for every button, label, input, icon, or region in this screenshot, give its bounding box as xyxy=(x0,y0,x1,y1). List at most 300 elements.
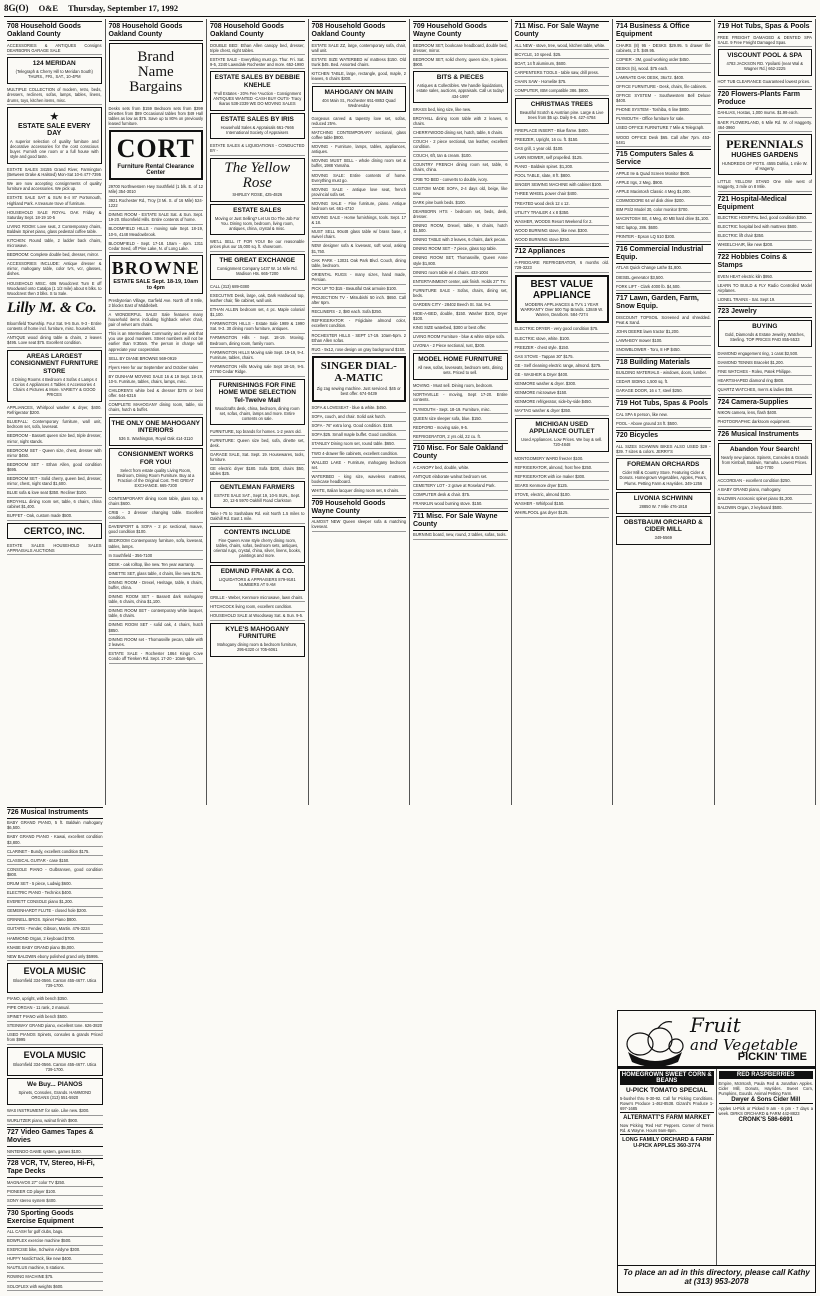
evola-music-ad xyxy=(7,963,103,992)
display-ad-title: Abandon Your Search! xyxy=(729,445,800,453)
perennials-body: HUNDREDS OF POTS. 4555 Dahlia, 1 mile W. of Hagerty. xyxy=(721,160,808,171)
classified-ad: JOHN DEERE lawn tractor $1,200. xyxy=(616,327,711,336)
classified-ad: NEW designer sofa & loveseat, soft wool, asking $1,750. xyxy=(312,242,407,256)
classified-ad: ESTATE SALE ZZ, large, contemporary sofa, chair, wall unit. xyxy=(312,41,407,55)
display-ad-title: GENTLEMAN FARMERS xyxy=(219,483,295,491)
classified-ad: KING SIZE waterbed, $300 or best offer. xyxy=(413,324,508,333)
classified-ad: CUSTOM MADE SOFA, 2-4 days old, beige, like new. xyxy=(413,184,508,198)
evola-body: Bloomfield 334-0566. Canton 455-4677. Utica 739-1700. xyxy=(13,977,97,988)
display-ad-title: CHRISTMAS TREES xyxy=(530,100,593,108)
classified-ad: EVERETT CONSOLE piano $1,200. xyxy=(7,898,103,907)
perennials-ad xyxy=(718,134,813,175)
browne-subtitle: ESTATE SALE Sept. 18-19, 10am to 4pm xyxy=(113,279,199,292)
classified-ad: BALDWIN Organ, 2 keyboard $500. xyxy=(718,504,813,513)
display-ad xyxy=(413,353,508,380)
classified-ad: A-FRIDGARE REFRIGERATOR, 6 months old. 729-3223 xyxy=(515,258,610,272)
display-ad-title: FOREMAN ORCHARDS xyxy=(627,461,700,469)
evola-music-ad xyxy=(7,1047,103,1076)
section-header: 721 Hospital-Medical Equipment xyxy=(718,194,813,214)
display-ad-title: THE ONLY ONE MAHOGANY INTERIORS xyxy=(111,419,200,435)
classified-ad: BEDROOM Contemporary furniture, sofa, loveseat, tables, lamps. xyxy=(109,537,204,551)
classified-ad: FARMINGTON HILLS Moving sale Sept. 19-19, 9-4. Furniture, tables, chairs. xyxy=(210,348,305,362)
section-header: 723 Jewelry xyxy=(718,306,813,318)
classified-ad: PRINTER - Epson LQ 510 $200. xyxy=(616,233,711,242)
classified-ad: HOUSEHOLD SALE ROYAL OAK Friday & Saturday Sept. 18-19 10-5 xyxy=(7,208,102,222)
classified-ad: KITCHEN: Round table, 2 ladder back chairs, microwave. xyxy=(7,236,102,250)
classified-ad: COUNTRY FRENCH dining room set, table, 6 chairs, china. xyxy=(413,161,508,175)
classified-ad: DINING ROOM, Drexel, table, 6 chairs, hutch $1,500. xyxy=(413,222,508,236)
classified-ad: A CANOPY bed, double, white. xyxy=(413,463,508,472)
classified-ad: WOOD BURNING stove $250. xyxy=(515,235,610,244)
classified-ad: MOVING - Must sell. Dining room, bedroom. xyxy=(413,382,508,391)
display-ad xyxy=(210,565,305,592)
classified-ad: 3921 Rochester Rd., Troy (3 Mi. S. of 16 Mile) 524-1222 xyxy=(109,197,204,211)
classified-ad: MULTIPLE COLLECTION of modern, retro, beds, dressers, recliners, sofas, lamps, tables, linens, drums, toys, kitchen items, misc. xyxy=(7,86,102,105)
estate-sale-body: A superior selection of quality furniture and decorative accessories for the cost conscious buyer. Furnish one room or a full house with style and good taste. xyxy=(10,138,99,159)
classified-ad: BICYCLE, 10 speed. $25. xyxy=(515,50,610,59)
classified-ad: ALL SIZES SCHWINN BIKES ALSO USED $29 - $39. 7 sizes & colors. JERRY'S xyxy=(616,442,711,456)
evola-title: EVOLA MUSIC xyxy=(23,966,86,977)
cort-ad xyxy=(109,130,204,180)
classified-ad: GE electric dryer $180. Sofa $200, chairs $50, tables $25. xyxy=(210,465,305,479)
produce-directory-ad xyxy=(617,1010,816,1293)
classified-ad: BROYHILL dining room table with 2 leaves, 6 chairs. xyxy=(413,114,508,128)
page-masthead xyxy=(4,3,816,17)
classified-ad: SPINET PIANO with bench $500. xyxy=(7,1013,103,1022)
section-header: 708 Household Goods Oakland County xyxy=(7,21,102,41)
classified-ad: A WONDERFUL SALE! Sale features many household items including highback velvet chair, pair of velvet arm chairs. xyxy=(109,311,204,330)
classified-ad: BABY GRAND PIANO, 5 ft. Baldwin mahogany $6,500. xyxy=(7,819,103,833)
display-ad xyxy=(7,350,102,402)
display-ad-title: CONSIGNMENT WORKS FOR YOU! xyxy=(118,451,194,466)
classified-ad: FURNITURE: Queen size bed, sofa, dinette set, desk. xyxy=(210,436,305,450)
classified-ad: QUEEN size sleeper sofa, blue. $150. xyxy=(413,414,508,423)
paper-name: O&E xyxy=(38,3,58,13)
classified-ad: GAS STOVE - Tappan 30" $175. xyxy=(515,352,610,361)
produce-right-column: RED RASPBERRIES Empire, McIntosh, Paula Red & Jonathan Apples. Cider Mill, Donuts, Hayrides. Sweet Corn, Pumpkins, Gourds. Animal Petting Farm. Dwyer & Sons Cider Mill Apples U-Pick or Picked 9 am - 6 pm - 7 days a week. DIRKS ORCHARD & FARM 442-8823 CRONK'S 586-6691 xyxy=(718,1072,813,1124)
classified-ad: MOVING MUST SELL - whole dining room set & buffet, 1988 Yamaha. xyxy=(312,157,407,171)
section-header: 715 Computers Sales & Service xyxy=(616,149,711,169)
classified-ad: ELECTRIC PIANO - Technics $400. xyxy=(7,889,103,898)
classified-ad: SONY stereo system $400. xyxy=(7,1196,103,1205)
company-logo: CERTCO, INC. xyxy=(7,523,102,539)
classified-ad: SEARS Kenmore dryer $125. xyxy=(515,481,610,490)
classified-ad: ESTATE SALE - Everything must go. Thur. Fri. Sat. 9-5, 2240 Lawndale Rochester and more. 652-1980 xyxy=(210,55,305,69)
classified-ad: FREE FREIGHT DAMAGED & DENTED SPA SALE. 9 Free Freight Damaged Spas. xyxy=(718,33,813,47)
display-ad-title: BITS & PIECES xyxy=(436,74,484,82)
evola-title: EVOLA MUSIC xyxy=(23,1050,86,1061)
classified-ad: ESTATE SIZE WATERBED w/ mattress $150. Old trunk $45. Bed. Assorted chairs. xyxy=(312,55,407,69)
classified-ad: WASHER - Whirlpool $150. xyxy=(515,500,610,509)
classified-ad: LIVING ROOM: Love seat, 2 Contemporary chairs, Baldwin Spinet piano, glass pedestal coffee table. xyxy=(7,222,102,236)
classified-ad: TREATED wood deck 12 x 12. xyxy=(515,199,610,208)
display-ad-title: MAHOGANY ON MAIN xyxy=(324,88,393,96)
classified-ad: MOVING SALE - Fine furniture, piano. Antique bedroom set. 661-4710 xyxy=(312,199,407,213)
classified-ad: REFRIGERATOR - Frigidaire almond color, excellent condition. xyxy=(312,317,407,331)
section-header: 710 Misc. For Sale Oakland County xyxy=(413,443,508,463)
classified-ad: WOOD OFFICE Desk $65. Call after 7pm. 453-5481 xyxy=(616,133,711,147)
classified-ad: BEDROOM SET - Solid cherry, queen bed, dresser, mirror, chest, night stand $1,600. xyxy=(7,475,102,489)
display-ad-body: 404 Main St., Rochester 651-8853 Quad Wednesday xyxy=(321,97,396,108)
section-header: 720 Bicycles xyxy=(616,430,711,442)
yellow-rose-ad xyxy=(210,158,305,202)
classified-ad: DIAMOND engagement ring, 1 carat $2,500. xyxy=(718,349,813,358)
cort-subtitle: Furniture Rental Clearance Center xyxy=(117,164,195,177)
display-ad xyxy=(210,481,305,508)
classified-ad: FARMINGTON HILLS - Estate Sale 1989 & 1990 Sat. 9-3. 30 dining room furniture, antiques. xyxy=(210,320,305,334)
classified-column xyxy=(106,19,208,805)
classified-ad: COMPLETE MAHOGANY dining room, table, six chairs, hutch & buffet. xyxy=(109,401,204,415)
section-header: 708 Household Goods Oakland County xyxy=(109,21,204,41)
classified-ad: BABY GRAND PIANO - Kawai, excellent condition $3,800. xyxy=(7,833,103,847)
classified-ad: BUFFET - Oak, custom made $500. xyxy=(7,512,102,521)
classified-ad: GUITARS - Fender, Gibson, Martin. 476-3224 xyxy=(7,925,103,934)
classified-ad: CARPENTERS TOOLS - table saw, drill press. xyxy=(515,68,610,77)
classified-ad: WURLITZER piano, walnut finish $900. xyxy=(7,1116,103,1125)
classified-ad: MOVING SALE: Entire contents of home. Everything must go. xyxy=(312,171,407,185)
display-ad xyxy=(312,86,407,113)
company-logo: Lilly M. & Co. xyxy=(7,300,97,317)
classified-ad: WHEELCHAIR, like new $200. xyxy=(718,241,813,250)
star-icon: ★ xyxy=(49,111,60,124)
classified-ad: BEDROOM SET, solid cherry, queen size, 5 pieces. $900. xyxy=(413,55,508,69)
classified-ad: USED PIANOS Spinets, consoles & grands Priced from $995 xyxy=(7,1031,103,1045)
section-header: 727 Video Games Tapes & Movies xyxy=(7,1127,103,1147)
classified-ad: FORK LIFT - Clark 4000 lb. $4,500. xyxy=(616,282,711,291)
browne-logo: BROWNE xyxy=(111,258,200,279)
classified-ad: MAYTAG washer & dryer $350. xyxy=(515,407,610,416)
classified-ad: ESTATE SALE SAT & SUN 8-4 87 Portsmouth, Highland Park. A treasure trove of furniture. xyxy=(7,194,102,208)
classified-ad: BLOOMFIELD - Sept. 17-18. 10am - 4pm. 1311 Cedar Seed, off Pine Lake, N. of Long Lake. xyxy=(109,239,204,253)
section-header: 726 Musical Instruments xyxy=(7,807,103,819)
classified-ad: TWO 4-drawer file cabinets, excellent condition. xyxy=(312,449,407,458)
classified-ad: HOUSEHOLD SALE at Woodsway Sat. & Sun. 9-5. xyxy=(210,612,305,621)
display-ad-title: AREAS LARGEST CONSIGNMENT FURNITURE STORE xyxy=(10,352,99,375)
display-ad xyxy=(616,492,711,514)
classified-ad: REFRIGERATOR, 2 yrs old, 22 cu. ft. xyxy=(413,432,508,441)
classified-ad: SOFA, couch, and chair. Solid oak hutch. xyxy=(312,413,407,422)
brand-name-bargains-ad xyxy=(109,43,204,102)
section-header: 716 Commercial Industrial Equip. xyxy=(616,244,711,264)
classified-ad: COMPUTER desk & chair. $75. xyxy=(413,491,508,500)
display-ad-body: Consignment Company 1437 W. 14 Mile Rd. Madison Hts. 665-7200 xyxy=(216,265,298,276)
classified-ad: KNABE BABY GRAND piano $5,000. xyxy=(7,943,103,952)
display-ad-title: BUYING xyxy=(752,323,778,331)
classified-ad: DINING ROOM SET - solid oak, 4 chairs, hutch $850. xyxy=(109,621,204,635)
classified-ad: GRILLE - Weber, Kenmore microwave, lawn chairs. xyxy=(210,593,305,602)
display-ad xyxy=(109,417,204,446)
classified-ad: DAHLIAS, Hostas, 1,000 mums. $1.99 each. xyxy=(718,109,813,118)
classified-ad: KITCHEN TABLE, large, rectangle, good, maple, 2 leaves, 6 chairs $300. xyxy=(312,69,407,83)
classified-ad: Bloomfield Township. Four Sat. 9-5 Sun. 9-3 - Entire contents of home incl. furniture, misc. household. xyxy=(7,319,102,333)
page-number: 8G(O) xyxy=(4,3,29,13)
classified-ad: PIANO, upright, with bench $350. xyxy=(7,995,103,1004)
display-ad-body: *Full Estates - 20% Fee *Auction - Consignment ANTIQUES WANTED -CASH BUY OUTS- Tracy Ikaras 538-2339 WE DO MOVING SALES xyxy=(213,90,302,107)
section-header: 722 Hobbies Coins & Stamps xyxy=(718,252,813,272)
section-header: 726 Musical Instruments xyxy=(718,429,813,441)
classified-ad: HEARTSHAPED diamond ring $800. xyxy=(718,376,813,385)
classified-ad: CHAIN SAW - Homelite $75. xyxy=(515,77,610,86)
display-ad xyxy=(616,458,711,490)
classified-ad: DARK pine bunk beds. $100. xyxy=(413,198,508,207)
classified-ad: 29700 Northwestern Hwy Southfield (1 blk. E. of 12 Mile) 354-3010 xyxy=(109,182,204,196)
classified-ad: In Southfield - 356-7100 xyxy=(109,551,204,560)
classified-ad: DOUBLE BED: Ethan Allen canopy bed, dresser, triple chest, night tables. xyxy=(210,41,305,55)
display-ad-title: KYLE'S MAHOGANY FURNITURE xyxy=(225,625,290,641)
produce-left-column: HOMEGROWN SWEET CORN & BEANS U-PICK TOMATO SPECIAL 5-bushel thru 9-30-92. Call for Picking Conditions. Rowe's Produce 1-462-8538. Gizard's Produce 1-697-1685 ALTERMATT'S FARM MARKET Now Picking 'Red Hot' Peppers. Corner of Tennis Rd. & Wayne. Hours 9am-8pm. LONG FAMILY ORCHARD & FARM U-PICK APPLES 360-3774 xyxy=(618,1069,717,1265)
classified-ad: ACCESSORIES & ANTIQUES Consigns DEARBORN GARAGE SALE xyxy=(7,41,102,55)
classified-ad: DINING TABLE with 3 leaves, 6 chairs, dark pecan. xyxy=(413,236,508,245)
classified-column xyxy=(309,19,411,805)
classified-ad: BOWFLEX exercise machine $500. xyxy=(7,1237,103,1246)
classified-ad: ESTATE SALES 34155 Grand River, Farmington (Between Drake & Halsted) Mon-Sat 10-6 477-7395 xyxy=(7,166,102,180)
classified-ad: CRIB - 3 dresser changing table. Excellent condition. xyxy=(109,509,204,523)
classified-ad: ANTIQUE wood dining table & chairs, 2 leaves $495. Love seat $75. Excellent condition. xyxy=(7,334,102,348)
display-ad-title: ESTATE SALES xyxy=(233,206,282,214)
display-ad-body: ESTATE SALE SAT., Sept 19, 10-5 SUN., Sept. 20, 12-5 5970 Oakhill Road Clarkston xyxy=(214,492,301,504)
classified-ad: HOUSEHOLD MISC. 606 Woodcrest Turn E off Woodward onto Catalpa (1 1/2 mile) about 6 blks. to Woodcrest then 3 blks. S to Sale. xyxy=(7,279,102,298)
classified-ad: ANTIQUE elaborate walnut bedroom set. xyxy=(413,473,508,482)
classified-ad: ETHAN ALLEN bedroom set, 4 pc. Maple colonial $1,100. xyxy=(210,306,305,320)
display-ad-title: 124 MERIDAN xyxy=(32,60,76,68)
section-header: 708 Household Goods Oakland County xyxy=(210,21,305,41)
classified-ad: ALMOST NEW Queen sleeper sofa & matching loveseat. xyxy=(312,518,407,532)
classified-ad: DINING room table w/ 4 chairs. 433-1004 xyxy=(413,268,508,277)
classified-ad: UTILITY TRAILER 4 x 8 $350. xyxy=(515,208,610,217)
yellow-rose-logo: The Yellow Rose xyxy=(224,159,291,191)
classified-ad: EXECUTIVE Desk, large, oak, Dark Hardwood top, leather chair, file cabinet, wall unit. xyxy=(210,291,305,305)
section-header: 712 Appliances xyxy=(515,246,610,258)
evola-body: Bloomfield 334-0566. Canton 455-4677. Utica 739-1700. xyxy=(13,1061,97,1072)
classified-ad: RECLINERS - 2, $80 each. Sofa $250. xyxy=(312,308,407,317)
classified-ad: MOVING SALE - antique love seat, french provincial sofa set. xyxy=(312,185,407,199)
classified-ad: PROJECTION TV - Mitsubishi 50 inch. $650. Call after 6pm. xyxy=(312,294,407,308)
produce-banner xyxy=(618,1011,815,1069)
classified-ad: WAS INSTRUMENT for sale. Like new. $300. xyxy=(7,1107,103,1116)
classified-ad: Flyers Here for our September and October sales xyxy=(109,363,204,372)
classified-ad: NINTENDO GAME system, games $100. xyxy=(7,1147,103,1156)
classified-ad: HITCHCOCK living room, excellent condition. xyxy=(210,602,305,611)
classified-ad: DESKS (5), wood. $75 each. xyxy=(616,64,711,73)
display-ad-title: LIVONIA SCHWINN xyxy=(633,495,693,503)
classified-ad: ALL NEW - stove, tree, wood, kitchen table, white. xyxy=(515,41,610,50)
classified-ad: PHOTOGRAPHIC darkroom equipment. xyxy=(718,418,813,427)
classified-ad: PLYMOUTH - Office furniture for sale. xyxy=(616,115,711,124)
display-ad-body: 536 S. Washington, Royal Oak 414-3110 xyxy=(118,436,193,442)
classified-ad: BURNING board, new, round, 2 tables, sofas, tools. xyxy=(413,531,508,540)
display-ad xyxy=(616,516,711,545)
classified-ad: LITTLE YELLOW STAND One mile west of Haggerty, 3 mile on 8 Mile. xyxy=(718,177,813,191)
classified-ad: BY DUNHAM MOVING SALE 16 & 19 Sept. 18-19, 10-5. Furniture, tables, chairs, lamps, misc. xyxy=(109,372,204,386)
classified-ad: MUST SELL 90x48 glass table w/ brass base, 4 swivel chairs. xyxy=(312,228,407,242)
classified-ad: DINING ROOM SET - 7 piece, glass top table. xyxy=(413,245,508,254)
classified-ad: POOL TABLE, slate, 8 ft. $800. xyxy=(515,172,610,181)
classified-ad: CLASSICAL GUITAR - case $150. xyxy=(7,856,103,865)
section-header: 709 Household Goods Wayne County xyxy=(413,21,508,41)
display-ad-title: VISCOUNT POOL & SPA xyxy=(727,52,803,60)
display-ad xyxy=(210,71,305,110)
display-ad xyxy=(7,1078,103,1105)
classified-ad: FARMINGTON Hills Moving sale Sept 18-19, 9-5. 27760 Cedar Ridge. xyxy=(210,362,305,376)
classified-ad: BAER FLOWERLAND, 6 Mile Rd. W. of Haggerty. 464-3960 xyxy=(718,118,813,132)
display-ad-title: OBSTBAUM ORCHARD & CIDER MILL xyxy=(623,518,703,534)
classified-ad: LAWN-BOY mower $100. xyxy=(616,337,711,346)
classified-ad: CALL (313) 689-0380 xyxy=(210,282,305,291)
classified-ad: GARAGE DOOR, 16 x 7, steel $250. xyxy=(616,387,711,396)
section-header: 724 Camera-Supplies xyxy=(718,397,813,409)
classified-ad: PIONEER CD player $100. xyxy=(7,1187,103,1196)
brand-line: Brand xyxy=(137,49,175,65)
classified-ad: ATLAS Quick Change Lathe $1,800. xyxy=(616,264,711,273)
display-ad-title: We Buy... PIANOS xyxy=(27,1081,83,1089)
brand-line: Name xyxy=(137,64,174,80)
classified-ad: DINETTE SET, glass table, 4 chairs, like new $175. xyxy=(109,569,204,578)
classified-ad: SOFA $25. Small maple buffet. Good condition. xyxy=(312,431,407,440)
classified-ad: ELECTRIC DRYER - very good condition $75. xyxy=(515,325,610,334)
classified-ad: DINING ROOM - ESTATE SALE Sat. & Sun. Sept. 19-20. Bloomfield Hills. Entire contents of home. xyxy=(109,211,204,225)
classified-ad: BEDROOM SET, bookcase headboard, double bed, dresser, mirror. xyxy=(413,41,508,55)
display-ad-title: ESTATE SALES BY IRIS xyxy=(220,115,294,123)
display-ad-body: Cider Mill & Country Store. Featuring Cider & Donuts. Homegrown Vegetables, Apples, Pears, Plums. Petting Farm & Hayrides. 349-1256 xyxy=(619,470,707,486)
display-ad-title: MODEL HOME FURNITURE xyxy=(418,356,503,364)
section-header: 719 Hot Tubs, Spas & Pools xyxy=(616,398,711,410)
classified-ad: EVEN HEAT electric kiln $950. xyxy=(718,272,813,281)
estate-sale-ad xyxy=(7,107,102,163)
section-header: 718 Building Materials xyxy=(616,357,711,369)
display-ad xyxy=(210,526,305,563)
classified-ad: SOLOFLEX with weights $600. xyxy=(7,1282,103,1291)
classified-ad: WE'LL SELL IT FOR YOU! Be our reasonable prices plus our 15,000 sq. ft. showroom. xyxy=(210,237,305,251)
classified-ad: GARDEN CITY - 28402 Beech St. Sat. 9-4. xyxy=(413,301,508,310)
classified-ad: BEDROOM SET - Queen size, chest, dresser with mirror $450. xyxy=(7,446,102,460)
display-ad xyxy=(718,320,813,347)
classified-ad: COMPUTER, IBM compatible 386. $800. xyxy=(515,86,610,95)
classified-ad: Take I-75 to Sashabaw Rd. exit North 1.5 miles to Oakhill Rd. East 1 mile. xyxy=(210,510,305,524)
classified-ad: USED OFFICE FURNITURE 7 Mile & Telegraph. xyxy=(616,124,711,133)
classified-ad: COUCH - 2 piece sectional, tan leather, excellent condition. xyxy=(413,138,508,152)
classified-ad: SELL BY DIANE BROWNE 569-0919 xyxy=(109,354,204,363)
classified-ad: HIDE-A-BED, double, $150. Washer $100, Dryer $100. xyxy=(413,310,508,324)
section-header: 708 Household Goods Oakland County xyxy=(312,21,407,41)
pickin-time: PICKIN' TIME xyxy=(737,1051,807,1063)
classified-ad: ELECTRIC HOSPITAL bed, good condition $350. xyxy=(718,214,813,223)
classified-ad: NIKON camera, lens, flash $400. xyxy=(718,409,813,418)
section-header: 728 VCR, TV, Stereo, Hi-Fi, Tape Decks xyxy=(7,1158,103,1178)
classified-column xyxy=(4,805,106,1293)
classified-ad: CRIB TO BED - converts to double, ivory. xyxy=(413,175,508,184)
classified-ad: REFRIGERATOR with ice maker $300. xyxy=(515,472,610,481)
classified-ad: CHAIRS (8) 95 - DESKS $29.95. 5 drawer file cabinets, 2 ft. $49.95. xyxy=(616,41,711,55)
classified-ad: KENMORE refrigerator, side-by-side $450. xyxy=(515,398,610,407)
display-ad xyxy=(413,71,508,103)
classified-ad: WHIRLPOOL gas dryer $125. xyxy=(515,509,610,518)
display-ad-body: Household Sales & Appraisals 661-7666 International Society of Appraisers xyxy=(220,124,294,135)
classified-ad: DEARBORN HTS - bedroom set, beds, desk, dresser. xyxy=(413,207,508,221)
section-header: 720 Flowers-Plants Farm Produce xyxy=(718,89,813,109)
classified-ad: GEMEINHARDT FLUTE - closed hole $200. xyxy=(7,907,103,916)
classified-ad: COMMODORE 64 w/ disk drive $200. xyxy=(616,197,711,206)
classified-ad: FINE WATCHES - Rolex, Patek Philippe. xyxy=(718,367,813,376)
classified-ad: DINING ROOM SET - Bassett dark mahogany table, 6 chairs, china $1,100. xyxy=(109,593,204,607)
classified-ad: LAMINATE OAK DESK, 36x72. $400. xyxy=(616,73,711,82)
classified-ad: LEARN TO BUILD & FLY Radio Controlled Model Airplanes. xyxy=(718,281,813,295)
display-ad-body: Select from estate quality Living Room, Bedroom, Dining Room Furniture. Buy at a Fraction of the Original Cost. THE GREAT EXCHANGE. 665-7200 xyxy=(117,467,195,488)
best-value-line: BEST VALUE xyxy=(530,278,594,290)
display-ad-title: CONTENTS INCLUDE xyxy=(224,528,291,536)
classified-ad: APPLIANCES, Whirlpool washer & dryer, $400. Refrigerator $200. xyxy=(7,404,102,418)
display-ad-body: 4 Dining Rooms 4 Bedroom 4 Sofas 4 Lamps 4 Curios 4 Appliances 4 Tables 4 Accessories 4 Chairs 4 Pictures & More. VARIETY & GOOD PRICES xyxy=(11,376,98,397)
classified-ad: FRANKLIN wood burning stove. $150. xyxy=(413,500,508,509)
classified-ad: APPLE Macintosh Classic 4 Meg $1,000. xyxy=(616,187,711,196)
estate-sale-title: ESTATE SALE EVERY DAY xyxy=(17,123,91,138)
classified-ad: BLUEFALL: Contemporary furniture, wall unit, bedroom set, sofa, loveseat. xyxy=(7,418,102,432)
display-ad xyxy=(210,204,305,236)
classified-ad: PLYMOUTH - Sept. 18-19. Furniture, misc. xyxy=(413,405,508,414)
display-ad-title: FURNISHINGS FOR FINE HOME WIDE SELECTION Tel-Twelve Mall xyxy=(218,381,296,404)
classified-ad: PHONE SYSTEM - Toshiba, 6 line $800. xyxy=(616,106,711,115)
classified-ad: BEDROOM: Complete double bed, dresser, mirror. xyxy=(7,251,102,260)
classified-ad: MATCHING CONTEMPORARY sectional, glass coffee table $900. xyxy=(312,128,407,142)
classified-ad: FARMINGTON Hills - Sept. 18-19. Moving. Bedroom, dining room, family room. xyxy=(210,334,305,348)
classified-ad: CHILDREN'S white bed & dresser $275 or best offer. 644-6316 xyxy=(109,387,204,401)
classified-ad: IBM PS/2 Model 30, color monitor $700. xyxy=(616,206,711,215)
produce-title: Fruit and Vegetable xyxy=(690,1013,799,1054)
classified-ad: POOL - Above ground 24 ft. $500. xyxy=(616,419,711,428)
classified-ad: PIANO - Baldwin spinet. $1,200. xyxy=(515,163,610,172)
classified-ad: CHERRYWOOD dining set, hutch, table, 6 chairs. xyxy=(413,128,508,137)
display-ad xyxy=(210,113,305,140)
classified-column xyxy=(410,19,512,805)
classified-ad: STEINWAY GRAND piano, excellent tone. 626-3820 xyxy=(7,1022,103,1031)
classified-ad: FIREPLACE INSERT - Blue flame. $400. xyxy=(515,126,610,135)
appliance-line: APPLIANCE xyxy=(532,289,591,301)
classified-ad: MONTGOMERY WARD freezer $100. xyxy=(515,454,610,463)
classified-ad: GRINNELL BROS. Spinet Piano $800. xyxy=(7,916,103,925)
classified-ad: MOVING SALE - Home furnishings, tools. Sept. 17 & 18. xyxy=(312,214,407,228)
display-ad-body: All new, sofas, loveseats, bedroom sets, dining sets. Priced to sell. xyxy=(417,365,503,376)
classified-ad: BALDWIN Acrosonic spinet piano $1,200. xyxy=(718,495,813,504)
fruit-basket-icon xyxy=(620,1014,690,1066)
classified-ad: SNOWBLOWER - Toro, 8 HP $450. xyxy=(616,346,711,355)
display-ad-body: Nearly new pianos. Spinets, Consoles & Grands from Kimball, Baldwin, Yamaha. Lowest Prices. 542-7700 xyxy=(721,454,809,470)
display-ad-body: Gold, Diamonds & Estate Jewelry, Watches, Sterling. TOP PRICES PAID 855-5533 xyxy=(724,332,805,343)
classified-ad: HUFFY NordicTrack, like new $400. xyxy=(7,1255,103,1264)
classified-ad: This is an Intermediate Community and we ask that you use good manners. Street numbers will not be earlier than 9:30am. The person in charge will appreciate your cooperation. xyxy=(109,330,204,354)
perennials-title: PERENNIALS xyxy=(726,137,804,152)
classified-ad: DIESEL generator $3,500. xyxy=(616,273,711,282)
section-header: 717 Lawn, Garden, Farm, Snow Equip. xyxy=(616,293,711,313)
brand-line: Bargains xyxy=(129,79,183,95)
classified-ad: REFRIGERATOR, almond, frost free $250. xyxy=(515,463,610,472)
classified-ad: BLOOMFIELD HILLS - moving sale Sept. 18-19, 10-5, 4148 Meadowbrook. xyxy=(109,225,204,239)
singer-body: Zig zag sewing machine. Just serviced. $45 or best offer. 674-0439 xyxy=(316,385,401,396)
classified-ad: BLUE sofa & love seat $350. Recliner $100. xyxy=(7,489,102,498)
classified-column xyxy=(715,19,817,805)
classified-ad: DISCOUNT TOPSOIL Screened and shredded. Peat & Sand. xyxy=(616,313,711,327)
classified-ad: ELECTRIC hospital bed with mattress $500. xyxy=(718,223,813,232)
classified-ad: REDFORD - moving sale, 9-5. xyxy=(413,423,508,432)
display-ad xyxy=(210,379,305,426)
display-ad xyxy=(109,448,204,492)
classified-ad: DRUM SET - 5 piece, Ludwig $600. xyxy=(7,879,103,888)
classified-ad: HAMMOND Organ, 2 keyboard $700. xyxy=(7,934,103,943)
classified-ad: LIVONIA - 2 Piece sectional, rust, $200. xyxy=(413,342,508,351)
classified-ad: NORTHVILLE - moving, Sept 17-20. Entire contents. xyxy=(413,391,508,405)
classified-ad: A BABY GRAND piano, mahogany. xyxy=(718,486,813,495)
yellow-rose-body: SHIRLEY ROSE, 425-4826 xyxy=(232,192,283,198)
classified-ad: BROYHILL dining room set, table, 6 chairs, china cabinet $1,400. xyxy=(7,498,102,512)
section-header: 719 Hot Tubs, Spas & Pools xyxy=(718,21,813,33)
